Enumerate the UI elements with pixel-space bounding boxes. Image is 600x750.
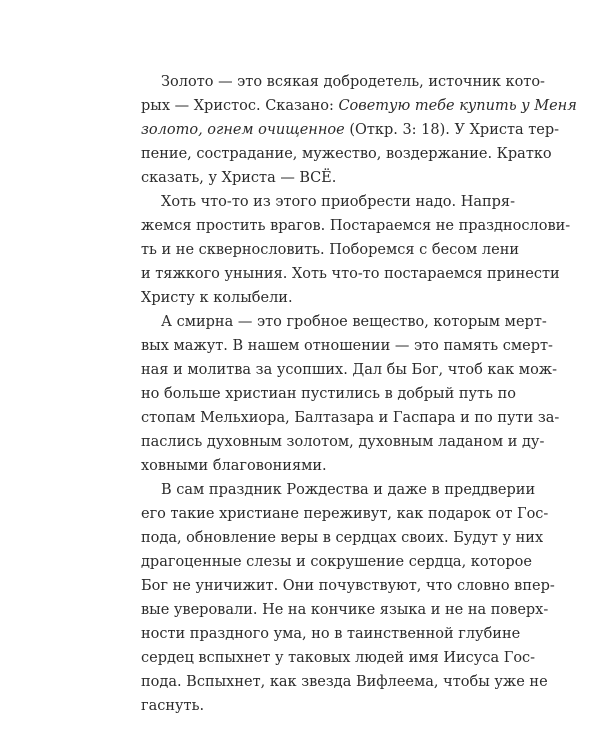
text-line — [141, 214, 571, 238]
body-text: паслись духовным золотом, духовным ладаном и ду- — [141, 434, 545, 450]
text-line — [141, 646, 536, 670]
body-text: вые уверовали. Не на кончике языка и не на поверх- — [141, 602, 549, 618]
text-line — [141, 430, 545, 454]
body-text: пода, обновление веры в сердцах своих. Будут у них — [141, 530, 544, 546]
body-text: Золото — это всякая добродетель, источник кото- — [161, 74, 545, 90]
text-line — [141, 310, 547, 334]
body-text: ности праздного ума, но в таинственной глубине — [141, 626, 521, 642]
paragraph — [141, 478, 555, 718]
text-line — [141, 238, 520, 262]
body-text: пода. Вспыхнет, как звезда Вифлеема, чтобы уже не — [141, 674, 548, 690]
body-text: Хоть что-то из этого приобрести надо. Напря- — [161, 194, 515, 210]
text-line — [141, 550, 532, 574]
text-line — [141, 406, 560, 430]
body-text: ховными благовониями. — [141, 458, 327, 474]
body-text: рых — Христос. Сказано: — [141, 98, 339, 114]
paragraph — [141, 190, 571, 310]
body-text: Бог не уничижит. Они почувствуют, что словно впер- — [141, 578, 555, 594]
text-line — [141, 694, 471, 718]
text-line — [141, 142, 552, 166]
quote-text: Советую тебе купить у Меня — [338, 98, 577, 114]
body-text: ная и молитва за усопших. Дал бы Бог, чтоб как мож- — [141, 362, 558, 378]
body-text: пение, сострадание, мужество, воздержание. Кратко — [141, 146, 552, 162]
text-line — [141, 118, 560, 142]
text-line — [141, 478, 536, 502]
text-line — [141, 358, 558, 382]
text-line — [141, 622, 521, 646]
body-text: вых мажут. В нашем отношении — это память смерт- — [141, 338, 553, 354]
body-text: и тяжкого уныния. Хоть что-то постараемся принести — [141, 266, 560, 282]
text-line — [141, 286, 471, 310]
text-line — [141, 574, 555, 598]
body-text: жемся простить врагов. Постараемся не празднослови- — [141, 218, 571, 234]
text-line — [141, 598, 549, 622]
body-text: сердец вспыхнет у таковых людей имя Иисуса Гос- — [141, 650, 536, 666]
text-line — [141, 454, 471, 478]
body-text: А смирна — это гробное вещество, которым мерт- — [161, 314, 547, 330]
text-line — [141, 334, 553, 358]
page-body — [141, 70, 577, 718]
text-line — [141, 382, 516, 406]
body-text: гаснуть. — [141, 698, 205, 714]
paragraph — [141, 310, 560, 478]
body-text: В сам праздник Рождества и даже в преддверии — [161, 482, 536, 498]
body-text: Христу к колыбели. — [141, 290, 293, 306]
body-text: (Откр. 3: 18). У Христа тер- — [344, 122, 560, 138]
body-text: стопам Мельхиора, Балтазара и Гаспара и по пути за- — [141, 410, 560, 426]
text-line — [141, 190, 515, 214]
text-line — [141, 670, 548, 694]
text-line — [141, 262, 560, 286]
text-line — [141, 502, 549, 526]
text-line — [141, 166, 471, 190]
text-line — [141, 70, 545, 94]
body-text: драгоценные слезы и сокрушение сердца, которое — [141, 554, 532, 570]
body-text: сказать, у Христа — ВСЁ. — [141, 170, 337, 186]
text-line — [141, 526, 544, 550]
quote-text: золото, огнем очищенное — [141, 122, 345, 138]
body-text: ть и не сквернословить. Поборемся с бесом лени — [141, 242, 520, 258]
body-text: но больше христиан пустились в добрый путь по — [141, 386, 516, 402]
body-text: его такие христиане переживут, как подарок от Гос- — [141, 506, 549, 522]
paragraph — [141, 70, 577, 190]
text-line — [141, 94, 577, 118]
